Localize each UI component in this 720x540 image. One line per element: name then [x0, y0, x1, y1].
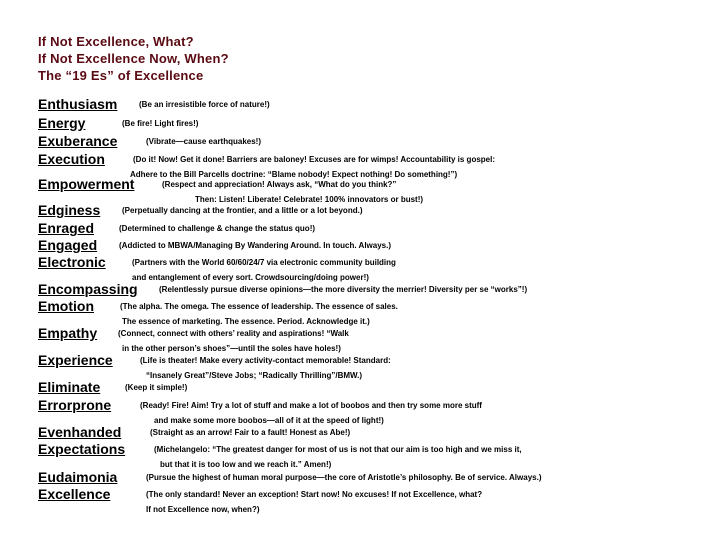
entry-term: Evenhanded: [38, 424, 122, 440]
entry-term: Eudaimonia: [38, 469, 118, 485]
entry-description: (The alpha. The omega. The essence of leadership. The essence of sales.: [120, 302, 398, 311]
entry-description: (Addicted to MBWA/Managing By Wandering Around. In touch. Always.): [119, 241, 391, 250]
entry-term: Errorprone: [38, 397, 112, 413]
entry-description: (Determined to challenge & change the status quo!): [119, 224, 316, 233]
entry-description: (Be fire! Light fires!): [122, 119, 199, 128]
entry-description: (Do it! Now! Get it done! Barriers are baloney! Excuses are for wimps! Accountability is gospel:: [133, 155, 495, 164]
entry-continuation: Adhere to the Bill Parcells doctrine: “Blame nobody! Expect nothing! Do something!”): [130, 170, 458, 179]
entry-term: Expectations: [38, 441, 126, 457]
entry-term: Excellence: [38, 486, 111, 502]
entry-term: Exuberance: [38, 133, 118, 149]
entry-term: Experience: [38, 352, 113, 368]
entry-term: Empowerment: [38, 176, 135, 192]
entry-term: Enthusiasm: [38, 96, 118, 112]
entry-description: (Perpetually dancing at the frontier, and a little or a lot beyond.): [122, 206, 363, 215]
entry-description: (The only standard! Never an exception! Start now! No excuses! If not Excellence, what?: [146, 490, 483, 499]
entry-description: (Connect, connect with others’ reality and aspirations! “Walk: [118, 329, 349, 338]
title-line-2: If Not Excellence Now, When?: [38, 51, 229, 66]
entry-description: (Keep it simple!): [125, 383, 188, 392]
entry-term: Enraged: [38, 220, 95, 236]
entry-continuation: If not Excellence now, when?): [146, 505, 260, 514]
entry-term: Execution: [38, 151, 105, 167]
entry-description: (Straight as an arrow! Fair to a fault! Honest as Abe!): [150, 428, 351, 437]
entry-description: (Ready! Fire! Aim! Try a lot of stuff and make a lot of boobos and then try some more stuff: [140, 401, 482, 410]
entry-term: Empathy: [38, 325, 98, 341]
entry-description: (Relentlessly pursue diverse opinions—the more diversity the merrier! Diversity per se “works”!): [159, 285, 528, 294]
entry-continuation: Then: Listen! Liberate! Celebrate! 100% innovators or bust!): [195, 195, 424, 204]
entry-continuation: and make some more boobos—all of it at the speed of light!): [154, 416, 384, 425]
entry-term: Edginess: [38, 202, 101, 218]
entry-term: Encompassing: [38, 281, 138, 297]
title-line-1: If Not Excellence, What?: [38, 34, 194, 49]
entry-term: Energy: [38, 115, 86, 131]
entry-description: (Be an irresistible force of nature!): [139, 100, 270, 109]
entry-continuation: “Insanely Great”/Steve Jobs; “Radically Thrilling”/BMW.): [146, 371, 363, 380]
entry-term: Eliminate: [38, 379, 101, 395]
entry-continuation: and entanglement of every sort. Crowdsourcing/doing power!): [132, 273, 369, 282]
entry-description: (Michelangelo: “The greatest danger for most of us is not that our aim is too high and we miss it,: [154, 445, 522, 454]
entry-continuation: but that it is too low and we reach it.” Amen!): [160, 460, 332, 469]
entry-description: (Pursue the highest of human moral purpose—the core of Aristotle’s philosophy. Be of service. Always.): [146, 473, 542, 482]
entry-continuation: in the other person’s shoes”—until the soles have holes!): [122, 344, 341, 353]
entry-term: Emotion: [38, 298, 94, 314]
entry-description: (Vibrate—cause earthquakes!): [146, 137, 262, 146]
entry-term: Engaged: [38, 237, 98, 253]
entry-term: Electronic: [38, 254, 106, 270]
entry-description: (Partners with the World 60/60/24/7 via electronic community building: [132, 258, 396, 267]
entry-continuation: The essence of marketing. The essence. Period. Acknowledge it.): [122, 317, 370, 326]
entry-description: (Life is theater! Make every activity-contact memorable! Standard:: [140, 356, 391, 365]
entry-description: (Respect and appreciation! Always ask, “What do you think?”: [162, 180, 397, 189]
title-line-3: The “19 Es” of Excellence: [38, 68, 204, 83]
